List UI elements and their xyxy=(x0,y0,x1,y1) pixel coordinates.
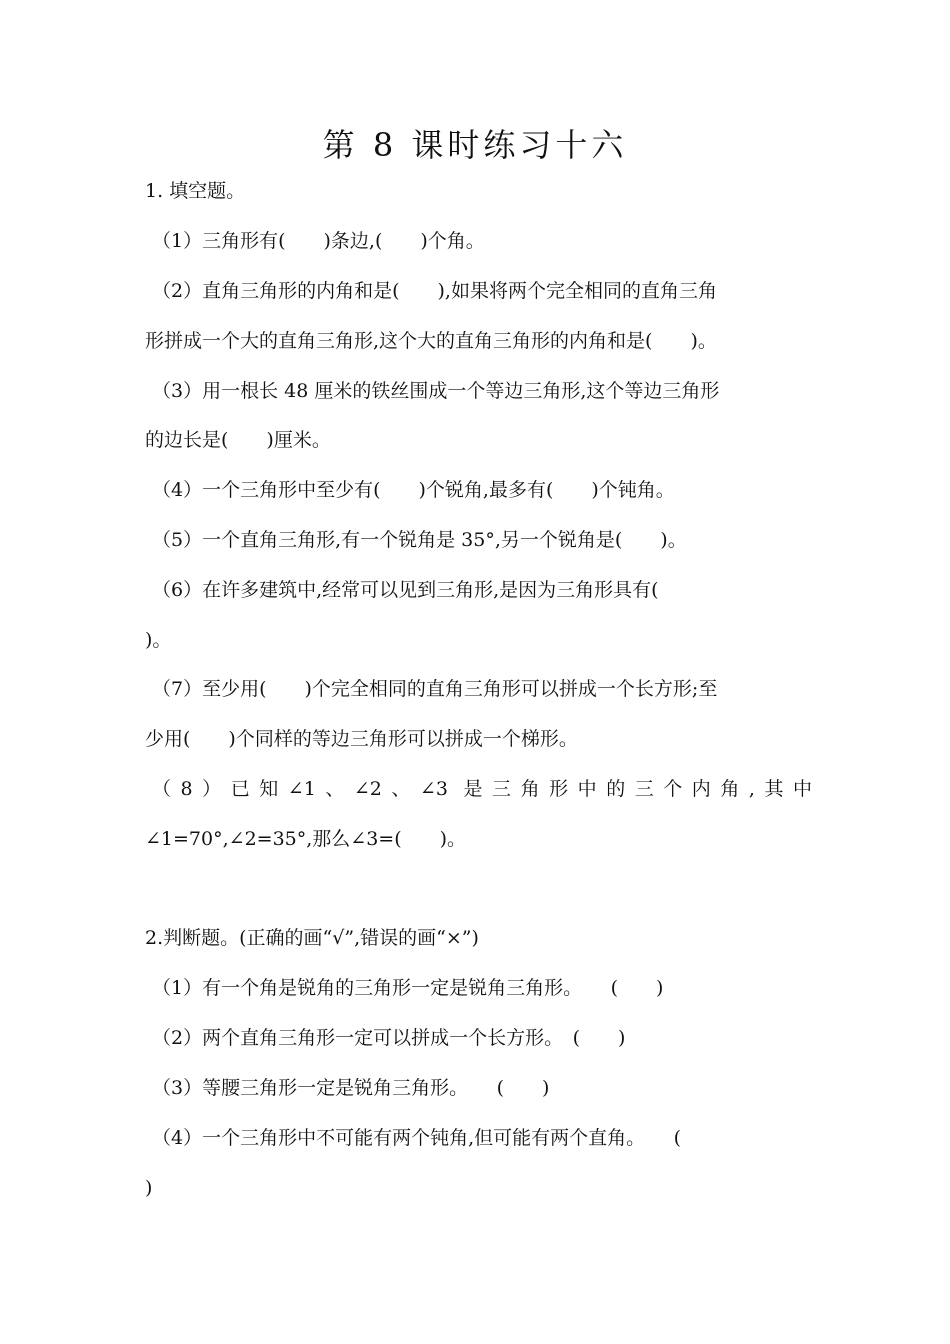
question-1-7-line1: （7）至少用( )个完全相同的直角三角形可以拼成一个长方形;至 xyxy=(152,678,718,700)
question-1-4: （4）一个三角形中至少有( )个锐角,最多有( )个钝角。 xyxy=(152,479,675,501)
question-2-3: （3）等腰三角形一定是锐角三角形。 ( ) xyxy=(152,1077,550,1099)
page-title: 第 8 课时练习十六 xyxy=(322,126,628,164)
question-2-4-line1: （4）一个三角形中不可能有两个钝角,但可能有两个直角。 ( xyxy=(152,1127,682,1149)
question-1-7-line2: 少用( )个同样的等边三角形可以拼成一个梯形。 xyxy=(145,728,578,750)
question-2-2: （2）两个直角三角形一定可以拼成一个长方形。 ( ) xyxy=(152,1027,626,1049)
question-1-8-line2: ∠1=70°,∠2=35°,那么∠3=( )。 xyxy=(145,828,467,850)
question-1-3-line1: （3）用一根长 48 厘米的铁丝围成一个等边三角形,这个等边三角形 xyxy=(152,380,720,402)
question-1-2-line1: （2）直角三角形的内角和是( ),如果将两个完全相同的直角三角 xyxy=(152,280,717,302)
question-1-6-line2: )。 xyxy=(145,629,172,651)
question-2-4-line2: ) xyxy=(145,1177,153,1199)
section1-heading: 1. 填空题。 xyxy=(145,180,246,202)
question-1-5: （5）一个直角三角形,有一个锐角是 35°,另一个锐角是( )。 xyxy=(152,529,687,551)
question-1-3-line2: 的边长是( )厘米。 xyxy=(145,429,331,451)
section2-heading: 2.判断题。(正确的画“√”,错误的画“×”) xyxy=(145,927,479,949)
question-1-1: （1）三角形有( )条边,( )个角。 xyxy=(152,230,485,252)
question-1-6-line1: （6）在许多建筑中,经常可以见到三角形,是因为三角形具有( xyxy=(152,579,659,601)
question-1-2-line2: 形拼成一个大的直角三角形,这个大的直角三角形的内角和是( )。 xyxy=(145,330,717,352)
question-2-1: （1）有一个角是锐角的三角形一定是锐角三角形。 ( ) xyxy=(152,977,664,999)
question-1-8-line1: （8）已知∠1、∠2、∠3 是三角形中的三个内角,其中 xyxy=(152,778,812,800)
